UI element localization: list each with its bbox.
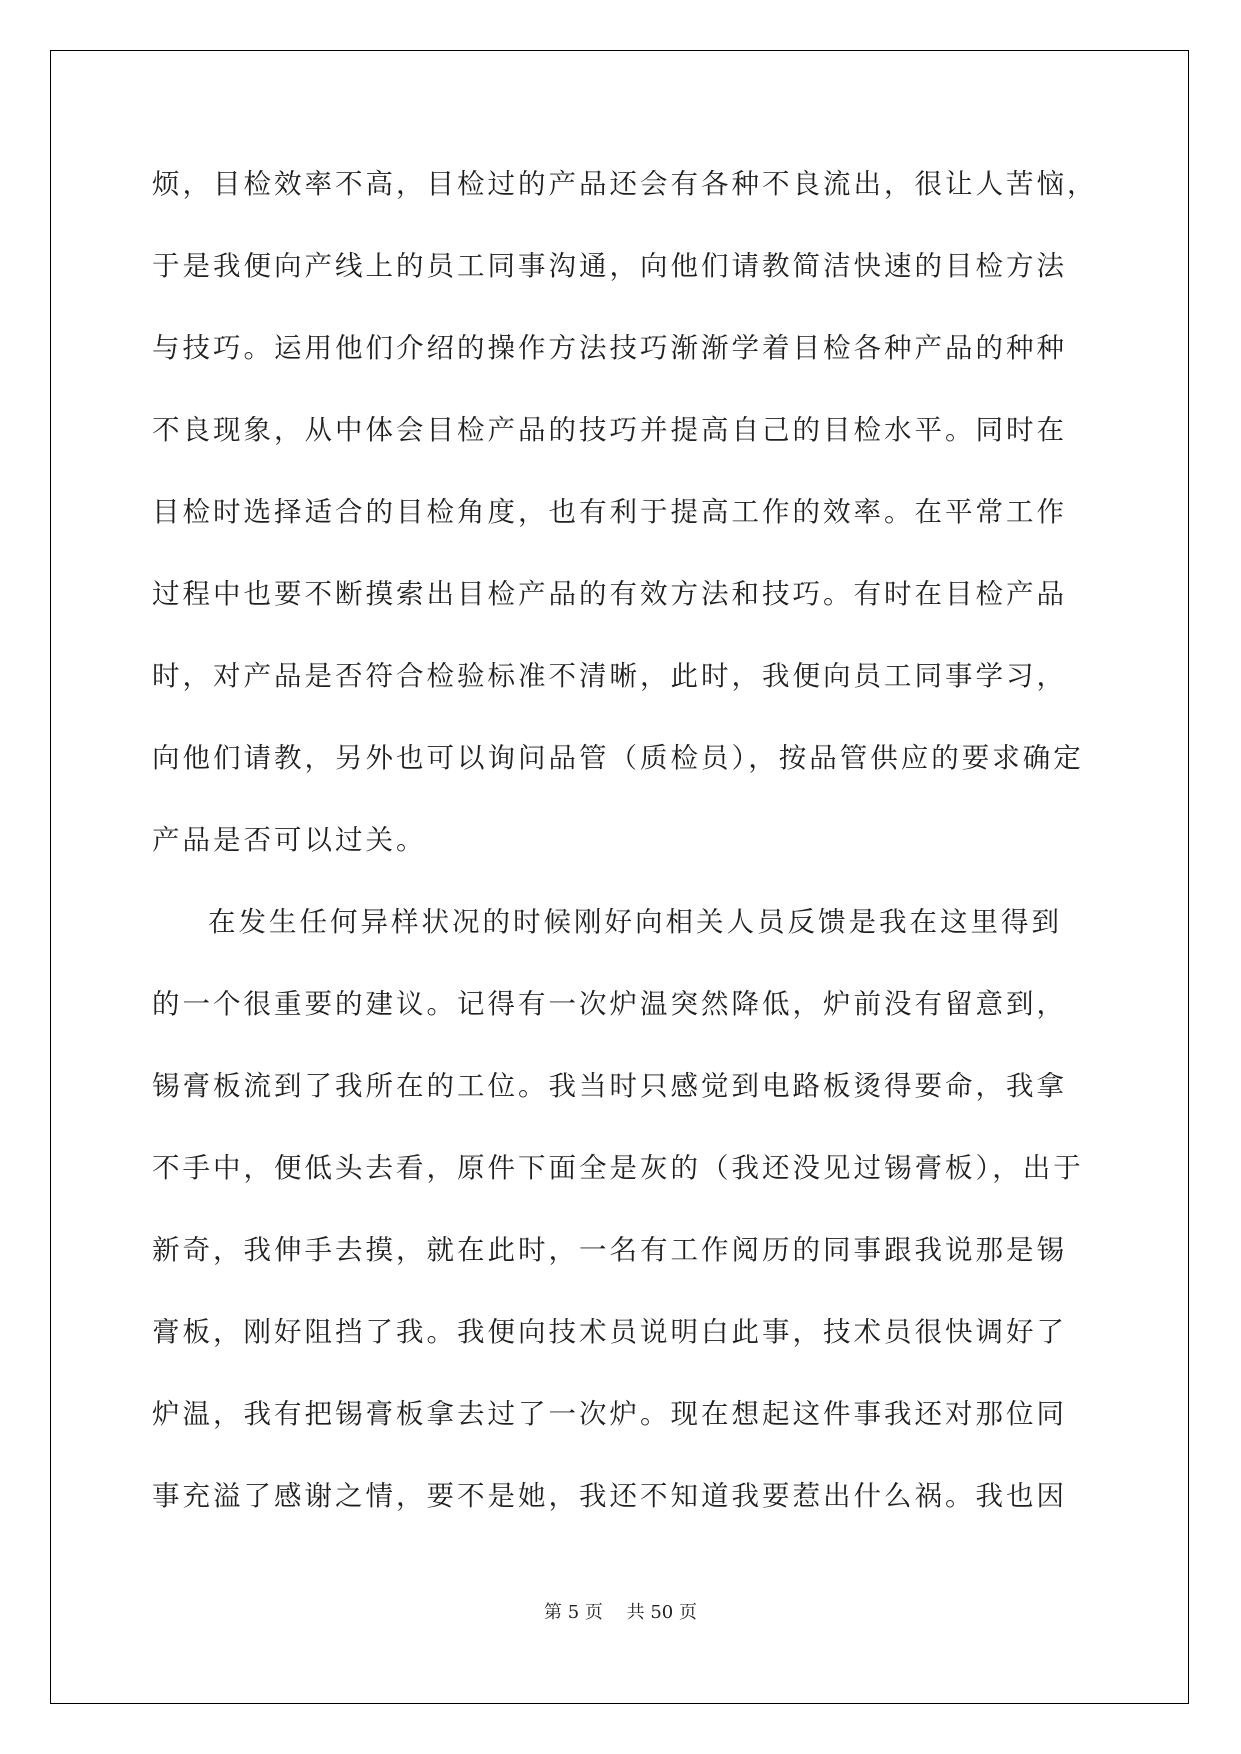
text-line: 与技巧。运用他们介绍的操作方法技巧渐渐学着目检各种产品的种种 bbox=[152, 332, 1067, 364]
text-line: 的一个很重要的建议。记得有一次炉温突然降低，炉前没有留意到， bbox=[152, 988, 1067, 1020]
page-number: 第 5 页 共 50 页 bbox=[544, 1602, 697, 1623]
page-footer bbox=[0, 1598, 1241, 1624]
text-line: 时，对产品是否符合检验标准不清晰，此时，我便向员工同事学习， bbox=[152, 660, 1067, 692]
text-line: 膏板，刚好阻挡了我。我便向技术员说明白此事，技术员很快调好了 bbox=[152, 1316, 1067, 1348]
document-body bbox=[152, 160, 1098, 1554]
text-line: 不手中，便低头去看，原件下面全是灰的（我还没见过锡膏板），出于 bbox=[152, 1152, 1084, 1184]
text-line: 炉温，我有把锡膏板拿去过了一次炉。现在想起这件事我还对那位同 bbox=[152, 1398, 1067, 1430]
text-line: 产品是否可以过关。 bbox=[152, 824, 427, 856]
text-line: 于是我便向产线上的员工同事沟通，向他们请教简洁快速的目检方法 bbox=[152, 250, 1067, 282]
text-line: 目检时选择适合的目检角度，也有利于提高工作的效率。在平常工作 bbox=[152, 496, 1067, 528]
text-line: 向他们请教，另外也可以询问品管（质检员），按品管供应的要求确定 bbox=[152, 742, 1084, 774]
text-line: 新奇，我伸手去摸，就在此时，一名有工作阅历的同事跟我说那是锡 bbox=[152, 1234, 1067, 1266]
text-line: 事充溢了感谢之情，要不是她，我还不知道我要惹出什么祸。我也因 bbox=[152, 1480, 1067, 1512]
text-line: 烦，目检效率不高，目检过的产品还会有各种不良流出，很让人苦恼， bbox=[152, 168, 1098, 200]
text-line: 在发生任何异样状况的时候刚好向相关人员反馈是我在这里得到 bbox=[208, 906, 1062, 938]
paragraph-1 bbox=[152, 160, 1098, 898]
text-line: 过程中也要不断摸索出目检产品的有效方法和技巧。有时在目检产品 bbox=[152, 578, 1067, 610]
text-line: 锡膏板流到了我所在的工位。我当时只感觉到电路板烫得要命，我拿 bbox=[152, 1070, 1067, 1102]
paragraph-2 bbox=[152, 898, 1092, 1554]
text-line: 不良现象，从中体会目检产品的技巧并提高自己的目检水平。同时在 bbox=[152, 414, 1067, 446]
